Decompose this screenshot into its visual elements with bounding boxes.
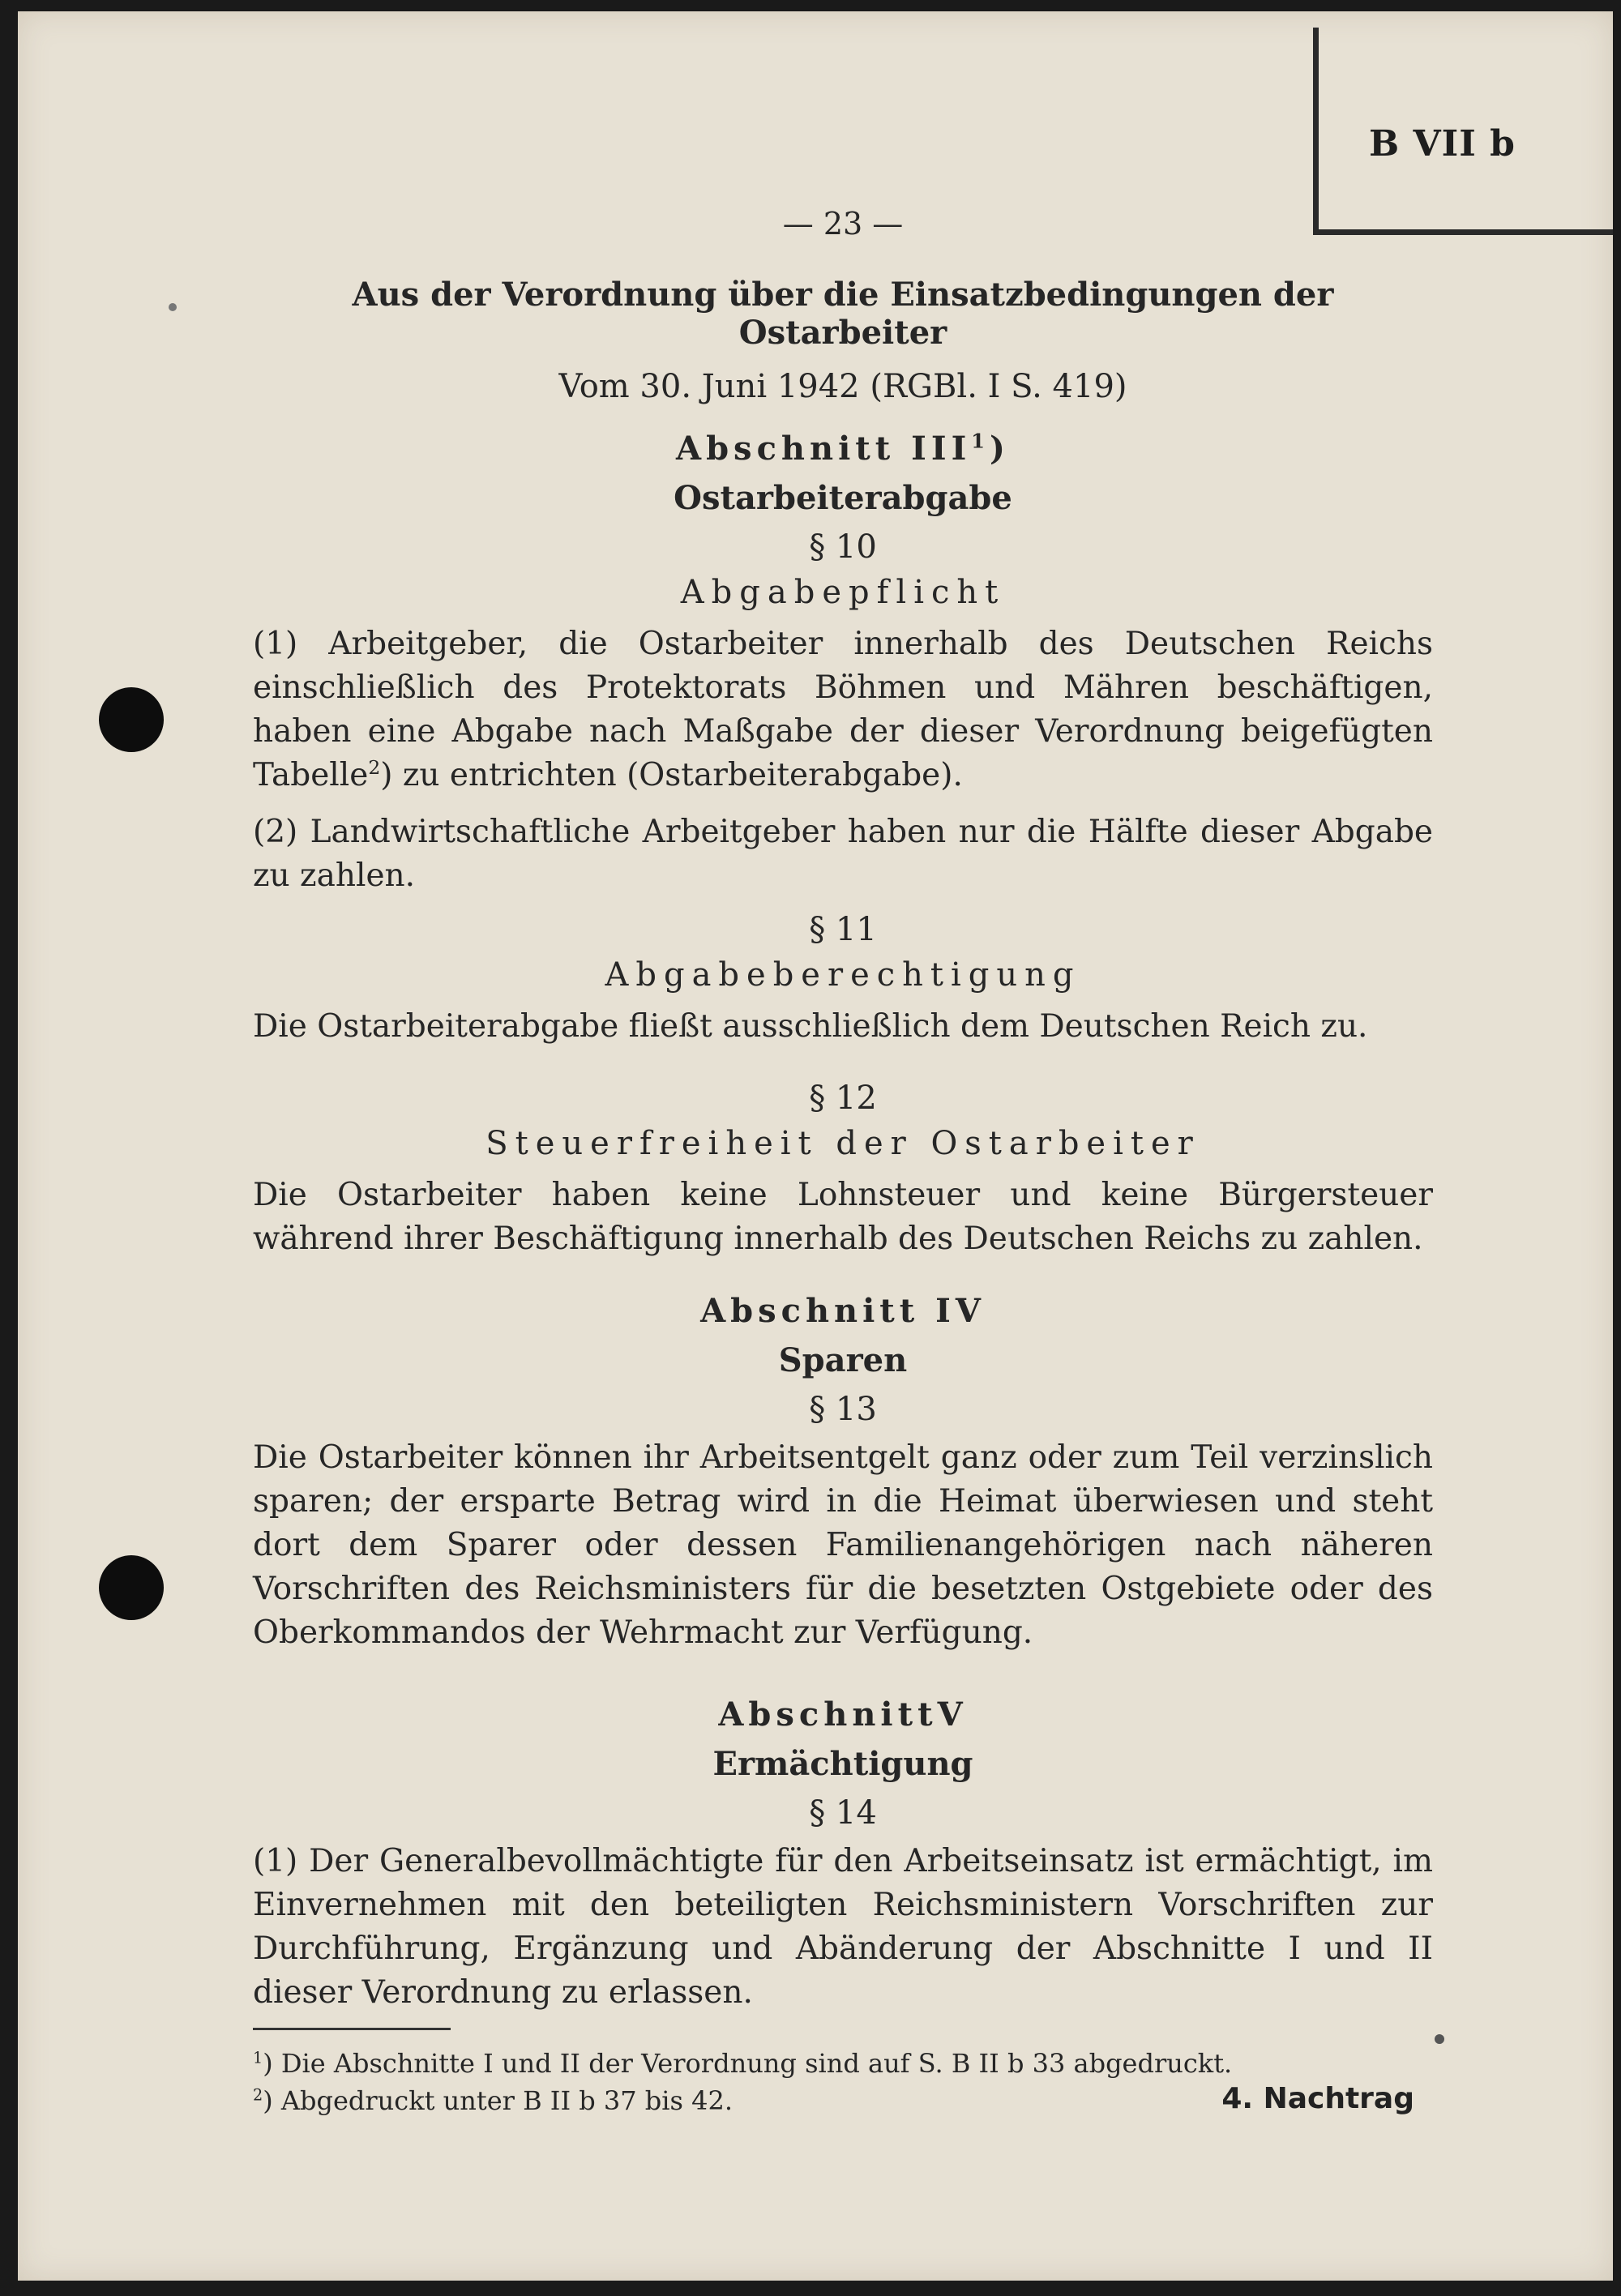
reference-label: B VII b <box>1369 123 1516 165</box>
section-3-heading: Abschnitt III$^1$) <box>676 429 1010 468</box>
paragraph-12-title: Steuerfreiheit der Ostarbeiter <box>485 1125 1200 1162</box>
document-subtitle: Vom 30. Juni 1942 (RGBl. I S. 419) <box>558 368 1127 405</box>
paragraph-14-number: § 14 <box>809 1794 877 1832</box>
section-3-subheading: Ostarbeiterabgabe <box>674 479 1012 517</box>
page-number: — 23 — <box>782 206 904 242</box>
paragraph-11-title: Abgabeberechtigung <box>605 956 1081 994</box>
document-body <box>253 206 1433 2119</box>
paragraph-10-text-2: (2) Landwirtschaftliche Arbeitgeber haben nur die Hälfte dieser Abgabe zu zahlen. <box>253 814 1433 894</box>
footnote-1: $^1$) Die Abschnitte I und II der Verordnung sind auf S. B II b 33 abgedruckt. <box>253 2048 1233 2079</box>
footnote-ref-1: 1 <box>971 429 990 453</box>
paragraph-12-text: Die Ostarbeiter haben keine Lohnsteuer und keine Bürgersteuer während ihrer Beschäftigung innerhalb des Deutschen Reichs zu zahlen. <box>253 1177 1433 1257</box>
paragraph-13-number: § 13 <box>809 1391 877 1428</box>
section-4-subheading: Sparen <box>778 1341 908 1379</box>
document-title: Aus der Verordnung über die Einsatzbedingungen der Ostarbeiter <box>352 276 1334 352</box>
paragraph-10-text-1: (1) Arbeitgeber, die Ostarbeiter innerhalb des Deutschen Reichs einschließlich des Protektorats Böhmen und Mähren beschäftigen, haben eine Abgabe nach Maßgabe der dieser Verordnung beigefügten Tabelle$^2$) zu entrichten (Ostarbeiterabgabe). <box>253 626 1433 793</box>
section-4-heading: Abschnitt IV <box>700 1292 986 1330</box>
paragraph-10-number: § 10 <box>809 528 877 566</box>
paragraph-12-number: § 12 <box>809 1080 877 1117</box>
paragraph-13-text: Die Ostarbeiter können ihr Arbeitsentgelt ganz oder zum Teil verzinslich sparen; der ersparte Betrag wird in die Heimat überwiesen und steht dort dem Sparer oder dessen Familienangehörigen nach näheren Vorschriften des Reichsministers für die besetzten Ostgebiete oder des Oberkommandos der Wehrmacht zur Verfügung. <box>253 1439 1433 1651</box>
paragraph-11-text: Die Ostarbeiterabgabe fließt ausschließlich dem Deutschen Reich zu. <box>253 1008 1368 1045</box>
footnote-divider <box>253 2028 451 2030</box>
punch-hole-top <box>99 687 164 752</box>
paragraph-14-text: (1) Der Generalbevollmächtigte für den Arbeitseinsatz ist ermächtigt, im Einvernehmen mit den beteiligten Reichsministern Vorschriften zur Durchführung, Ergänzung und Abänderung der Abschnitte I und II dieser Verordnung zu erlassen. <box>253 1843 1433 2011</box>
supplement-label: 4. Nachtrag <box>1221 2082 1414 2115</box>
footnote-ref-2: 2 <box>368 756 381 779</box>
footnote-2: $^2$) Abgedruckt unter B II b 37 bis 42. <box>253 2085 733 2116</box>
section-5-heading: AbschnittV <box>718 1695 968 1734</box>
section-5-subheading: Ermächtigung <box>712 1745 973 1783</box>
ink-smudge <box>169 303 177 311</box>
reference-box <box>1313 28 1613 235</box>
ink-dot <box>1435 2034 1444 2044</box>
paragraph-11-number: § 11 <box>809 911 877 948</box>
document-page <box>18 11 1613 2281</box>
paragraph-10-title: Abgabepflicht <box>680 574 1006 611</box>
punch-hole-bottom <box>99 1555 164 1620</box>
